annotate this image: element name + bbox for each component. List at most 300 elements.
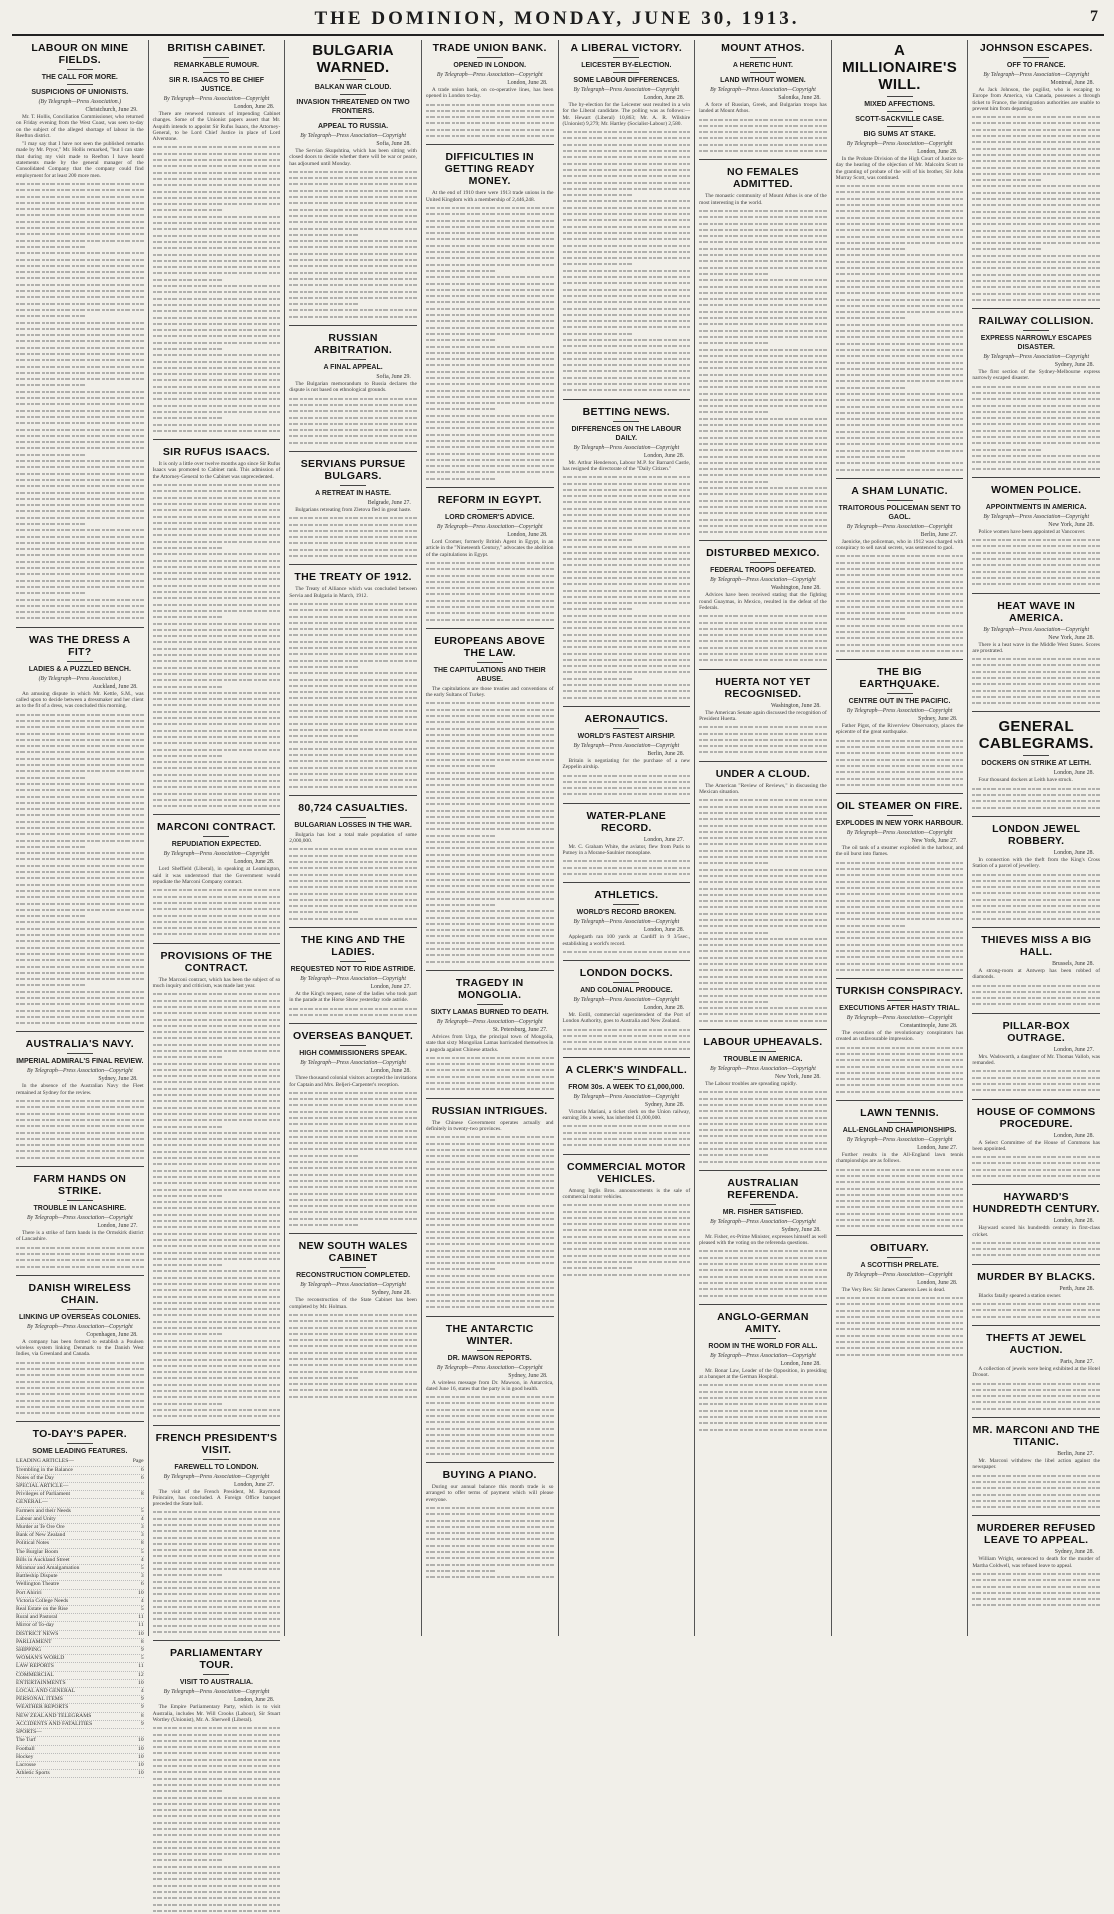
contents-row (16, 1516, 144, 1524)
article (972, 816, 1100, 922)
text-line (16, 615, 144, 621)
article-body (836, 723, 964, 788)
article-dateline: New York, June 27. (911, 838, 958, 845)
article-subheading: BIG SUMS AT STAKE. (836, 126, 964, 139)
article-headline: MURDER BY BLACKS. (977, 1270, 1096, 1283)
contents-page: 5 (140, 1655, 144, 1662)
text-line (972, 1602, 1100, 1608)
article-credit: By Telegraph—Press Association—Copyright (983, 72, 1090, 78)
column-4 (422, 40, 559, 1636)
article (153, 42, 281, 434)
article (972, 711, 1100, 810)
contents-label: Football (16, 1745, 35, 1752)
article-body (972, 1458, 1100, 1510)
text-line (972, 581, 1100, 587)
contents-label: Hockey (16, 1753, 34, 1760)
article-headline: REFORM IN EGYPT. (437, 494, 542, 507)
article-dateline: London, June 28. (1053, 770, 1094, 777)
article-dateline: Christchurch, June 29. (85, 107, 138, 113)
article (836, 478, 964, 654)
article-paragraph: A Select Committee of the House of Commons has been appointed. (972, 1139, 1100, 1152)
article-subheading: AND COLONIAL PRODUCE. (563, 982, 691, 995)
newspaper-columns (12, 40, 1104, 1777)
contents-page: 11 (138, 1622, 144, 1629)
text-line (972, 1173, 1100, 1179)
contents-page: 11 (138, 1663, 144, 1670)
contents-row (16, 1508, 144, 1516)
text-line (972, 1314, 1100, 1320)
contents-row (16, 1573, 144, 1581)
text-line (153, 1908, 281, 1914)
article-paragraph: The visit of the French President, M. Raymond Poincaire, has concluded. A Foreign Office banquet preceded the State ball. (152, 1488, 281, 1508)
article-body (699, 1368, 827, 1433)
article-credit: By Telegraph—Press Association—Copyright (163, 1689, 270, 1696)
column-3 (285, 40, 422, 1636)
article-subheading: A HERETIC HUNT. (699, 57, 827, 70)
article-subheading: DOCKERS ON STRIKE AT LEITH. (972, 755, 1100, 768)
article-headline: OVERSEAS BANQUET. (293, 1030, 414, 1043)
article-subheading: REQUESTED NOT TO RIDE ASTRIDE. (289, 961, 417, 974)
contents-page: 6 (140, 1581, 144, 1588)
article-paragraph: The execution of the revolutionary conspirators has created an unfavourable impression. (835, 1030, 964, 1043)
article (836, 42, 964, 473)
article-body (426, 190, 554, 482)
article-paragraph: The Chinese Government operates actually and definitely in twenty-two provinces. (425, 1119, 554, 1132)
text-line (426, 1451, 554, 1457)
text-line (153, 803, 281, 809)
contents-page: 10 (138, 1753, 144, 1760)
article (563, 960, 691, 1052)
contents-row (16, 1467, 144, 1475)
text-line (153, 1629, 281, 1635)
text-line (289, 314, 417, 320)
article-body (289, 381, 417, 446)
contents-row (16, 1688, 144, 1696)
text-line (563, 1142, 691, 1148)
article-body (972, 1293, 1100, 1320)
article-paragraph: Bulgaria has lost a total male population of some 2,000,000. (289, 831, 417, 845)
article-headline: TO-DAY'S PAPER. (32, 1428, 127, 1441)
article-body (16, 114, 144, 622)
article (972, 1184, 1100, 1258)
article-headline: NO FEMALES ADMITTED. (727, 166, 799, 191)
article-body (563, 102, 691, 394)
article-subheading: A RETREAT IN HASTE. (289, 485, 417, 498)
text-line (699, 529, 827, 535)
article-dateline: London, June 28. (233, 859, 275, 866)
contents-label: Political Notes (16, 1540, 50, 1547)
article-subheading: OPENED IN LONDON. (426, 57, 554, 70)
article-credit: By Telegraph—Press Association—Copyright (436, 72, 543, 78)
contents-label: SPORTS— (16, 1729, 42, 1736)
article-body (563, 1012, 691, 1052)
article-paragraph: Mr. Bonar Law, Leader of the Opposition, in presiding at a banquet at the German Hospital. (699, 1367, 827, 1381)
article-body (289, 148, 417, 320)
article-subheading: LINKING UP OVERSEAS COLONIES. (16, 1309, 144, 1322)
article (16, 627, 144, 1027)
article-paragraph: The Labour troubles are spreading rapidly. (705, 1081, 797, 1088)
article-headline: OIL STEAMER ON FIRE. (836, 800, 963, 813)
article-paragraph: The American Senate again discussed the recognition of President Huerta. (699, 709, 827, 722)
article (836, 659, 964, 788)
article-body (563, 460, 691, 701)
article-headline: MOUNT ATHOS. (721, 42, 805, 54)
article-headline: BETTING NEWS. (582, 405, 670, 418)
article-dateline: Perth, June 28. (1059, 1285, 1094, 1292)
article-paragraph: The oil tank of a steamer exploded in the harbour, and the oil burst into flames. (835, 845, 964, 858)
article-paragraph: A company has been formed to establish a Poulsen wireless system linking Denmark to the Danish West Indies, via Greenland and Canada. (16, 1338, 144, 1358)
contents-row (16, 1746, 144, 1754)
contents-label: Bank of New Zealand (16, 1532, 66, 1539)
text-line (836, 1352, 964, 1358)
contents-row (16, 1524, 144, 1532)
article-subheading: INVASION THREATENED ON TWO FRONTIERS. (289, 94, 417, 116)
article (563, 1154, 691, 1278)
article-credit: By Telegraph—Press Association—Copyright (983, 626, 1090, 633)
article (563, 1057, 691, 1149)
contents-page: 6 (140, 1474, 144, 1481)
article-headline: A CLERK'S WINDFALL. (565, 1063, 688, 1076)
contents-page: 8 (140, 1540, 144, 1547)
article-paragraph: Among Inglis Bros. announcements is the sale of commercial motor vehicles. (562, 1187, 691, 1200)
article (972, 927, 1100, 1008)
article-headline: 80,724 CASUALTIES. (298, 801, 408, 814)
contents-label: Bills in Auckland Street (16, 1556, 70, 1563)
contents-row (16, 1737, 144, 1745)
article-credit: By Telegraph—Press Association—Copyright (300, 1282, 406, 1289)
article-dateline: London, June 27. (643, 836, 685, 843)
article-headline: DANISH WIRELESS CHAIN. (28, 1281, 132, 1306)
article (972, 593, 1100, 707)
article-dateline: Sydney, June 28. (644, 1101, 685, 1108)
contents-row (16, 1713, 144, 1721)
article-body (563, 934, 691, 955)
contents-label: COMMERCIAL (16, 1671, 54, 1678)
contents-page: 10 (138, 1589, 144, 1596)
article (289, 1233, 417, 1400)
article (972, 1013, 1100, 1094)
article-dateline: London, June 28. (643, 452, 685, 459)
article-credit: By Telegraph—Press Association—Copyright (573, 919, 680, 926)
article-body (426, 1120, 554, 1311)
article-body (289, 507, 417, 559)
article-credit: By Telegraph—Press Association—Copyright (846, 830, 953, 837)
article (289, 927, 417, 1018)
article (289, 325, 417, 446)
article-paragraph: There is a strike of farm hands in the Ormskirk district of Lancashire. (16, 1230, 144, 1243)
text-line (426, 1574, 554, 1580)
contents-label: Farmers and their Needs (16, 1507, 71, 1514)
article-dateline: Sydney, June 28. (98, 1076, 138, 1083)
text-line (153, 428, 281, 434)
article-headline: A MILLIONAIRE'S WILL. (842, 42, 958, 93)
contents-row (16, 1549, 144, 1557)
article-body (699, 1081, 827, 1165)
article-headline: PARLIAMENTARY TOUR. (169, 1647, 263, 1672)
article-body (972, 777, 1100, 810)
contents-row (16, 1754, 144, 1762)
contents-row (16, 1639, 144, 1647)
article-subheading: WORLD'S RECORD BROKEN. (563, 904, 691, 917)
article-credit: By Telegraph—Press Association—Copyright (26, 1323, 133, 1330)
contents-label: Real Estate on the Rise (16, 1606, 68, 1613)
article-paragraph: Mrs. Wadsworth, a daughter of Mr. Thomas Vallob, was remanded. (972, 1053, 1100, 1067)
article-subheading: APPEAL TO RUSSIA. (289, 118, 417, 131)
article (16, 1031, 144, 1161)
text-line (563, 949, 691, 955)
article-credit: By Telegraph—Press Association—Copyright (846, 708, 953, 715)
contents-label: Victoria College Needs (16, 1597, 69, 1604)
contents-page: 6 (140, 1466, 144, 1473)
contents-label: Wellington Theatre (16, 1581, 60, 1588)
article-headline: HAYWARD'S HUNDREDTH CENTURY. (972, 1191, 1100, 1216)
article-body (16, 1339, 144, 1417)
article (153, 943, 281, 1420)
article-dateline: Sydney, June 28. (781, 1226, 821, 1233)
article-dateline: London, June 28. (1053, 1132, 1094, 1139)
contents-page: 4 (140, 1688, 144, 1695)
contents-label: Port Ahiriri (16, 1589, 42, 1596)
article (699, 159, 827, 535)
text-line (972, 1087, 1100, 1093)
article-headline: JOHNSON ESCAPES. (979, 42, 1093, 54)
article-paragraph: The Very Rev. Sir James Cameron Lees is dead. (841, 1286, 946, 1293)
article-credit: By Telegraph—Press Association—Copyright (300, 976, 406, 983)
article-body (972, 1054, 1100, 1094)
article-paragraph: Lord Sheffield (Liberal), in speaking at Leamington, said it was understood that the Government would repudiate the Marconi Company contract. (152, 866, 281, 886)
article (289, 451, 417, 559)
text-line (972, 805, 1100, 811)
article-dateline: London, June 27. (97, 1223, 138, 1230)
contents-row (16, 1680, 144, 1688)
article-body (153, 866, 281, 937)
article-paragraph: The Servian Skupshtina, which has been sitting with closed doors to decide whether there will be war or peace, has adjourned until Monday. (289, 148, 417, 167)
contents-label: NEW ZEALAND TELEGRAMS (16, 1712, 92, 1719)
contents-row (16, 1557, 144, 1565)
article-subheading: BULGARIAN LOSSES IN THE WAR. (289, 817, 417, 830)
article-headline: EUROPEANS ABOVE THE LAW. (434, 634, 546, 659)
article-dateline: Sydney, June 28. (1054, 362, 1094, 369)
article-body (289, 586, 417, 790)
article (289, 564, 417, 790)
contents-index (16, 1458, 144, 1778)
article-headline: BUYING A PIANO. (442, 1469, 537, 1482)
text-line (16, 1264, 144, 1270)
article-headline: LABOUR ON MINE FIELDS. (31, 42, 129, 66)
article-dateline: London, June 28. (233, 1697, 275, 1704)
article-credit: By Telegraph—Press Association—Copyright (710, 577, 816, 584)
article (699, 761, 827, 1024)
contents-page: 9 (140, 1704, 144, 1711)
article-paragraph: Advices from Urga, the principal town of Mongolia, state that sixty Mongolian Lamas barricaded themselves in a pagoda against Chinese attacks. (425, 1033, 554, 1053)
article-body (699, 710, 827, 756)
article-body (426, 1034, 554, 1093)
text-line (972, 466, 1100, 472)
newspaper-title: THE DOMINION, MONDAY, JUNE 30, 1913. (314, 8, 800, 29)
contents-row (16, 1458, 144, 1466)
article-credit: By Telegraph—Press Association—Copyright (846, 141, 953, 147)
masthead (0, 6, 1114, 32)
article-dateline: Belgrade, June 27. (367, 499, 411, 506)
text-line (563, 791, 691, 797)
article-dateline: Sofia, June 29. (376, 374, 411, 381)
contents-page: 5 (140, 1565, 144, 1572)
article-credit: By Telegraph—Press Association—Copyright (573, 87, 680, 93)
article-credit: By Telegraph—Press Association—Copyright (573, 1093, 680, 1100)
article (972, 308, 1100, 472)
text-line (16, 1020, 144, 1026)
article-subheading: LADIES & A PUZZLED BENCH. (16, 661, 144, 674)
article-subheading: BALKAN WAR CLOUD. (289, 79, 417, 92)
article (289, 1023, 417, 1228)
contents-page: 10 (138, 1737, 144, 1744)
article-body (16, 1458, 144, 1778)
article-credit: By Telegraph—Press Association—Copyright (300, 1060, 406, 1067)
article-dateline: London, June 28. (643, 95, 685, 101)
text-line (426, 617, 554, 623)
contents-label: ACCIDENTS AND FATALITIES (16, 1720, 93, 1727)
article-subheading: FROM 30s. A WEEK TO £1,000,000. (563, 1079, 691, 1092)
article-paragraph: The Empire Parliamentary Party, which is to visit Australia, includes Mr. Will Crooks (Labour), Sir Stuart Wortley (Unionist), Mr. A. Sherwell (Liberal). (152, 1704, 281, 1723)
contents-row (16, 1491, 144, 1499)
article-body (16, 1230, 144, 1270)
article-headline: MR. MARCONI AND THE TITANIC. (972, 1424, 1100, 1449)
article-body (836, 156, 964, 473)
article-headline: THE ANTARCTIC WINTER. (445, 1322, 534, 1347)
article-headline: ATHLETICS. (594, 889, 659, 902)
article-subheading: LAND WITHOUT WOMEN. (699, 72, 827, 85)
article-subheading: SOME LEADING FEATURES. (16, 1443, 144, 1456)
text-line (563, 695, 691, 701)
article-dateline: Constantinople, June 28. (900, 1023, 958, 1030)
article-headline: PROVISIONS OF THE CONTRACT. (160, 949, 273, 974)
article-paragraph: In connection with the theft from the King's Cross Station of a parcel of jewellery. (972, 856, 1100, 870)
article-body (836, 1287, 964, 1358)
article-headline: AUSTRALIAN REFERENDA. (727, 1176, 799, 1201)
article-subheading: APPOINTMENTS IN AMERICA. (972, 499, 1100, 512)
article-dateline: London, June 27. (1053, 1046, 1094, 1053)
article-paragraph: During our annual balance this month trade is so arranged to offer terms of payment which will please everyone. (425, 1484, 554, 1503)
text-line (153, 931, 281, 937)
article-body (563, 844, 691, 877)
article (699, 1029, 827, 1165)
article-paragraph: A trade union bank, on co-operative lines, has been opened in London to-day. (425, 87, 554, 100)
article-dateline: London, June 28. (1053, 1218, 1094, 1225)
article (972, 1099, 1100, 1180)
article (153, 814, 281, 937)
article-headline: OBITUARY. (870, 1241, 930, 1254)
article-paragraph: In the Probate Division of the High Court of Justice to-day the hearing of the objection of Mr. Malcolm Scott to the granting of probate of the will of his brother, Sir John Murray Scott, was continued. (835, 156, 964, 181)
article-dateline: Sydney, June 28. (918, 716, 958, 723)
contents-page: 10 (138, 1679, 144, 1686)
article-headline: FRENCH PRESIDENT'S VISIT. (155, 1431, 278, 1456)
article-subheading: ROOM IN THE WORLD FOR ALL. (699, 1338, 827, 1351)
article-headline: NEW SOUTH WALES CABINET (298, 1240, 408, 1265)
text-line (972, 297, 1100, 303)
article-paragraph: An amusing dispute in which Mr. Kettle, S.M., was called upon to decide between a dressmaker and her client as to the fit of a dress, was concluded this morning. (16, 690, 144, 710)
article-dateline: London, June 28. (233, 104, 275, 110)
article-paragraph: Britain is negotiating for the purchase of a new Zeppelin airship. (562, 757, 691, 771)
article-subheading: MIXED AFFECTIONS. (836, 96, 964, 109)
article-dateline: London, June 28. (780, 1360, 821, 1367)
article-body (563, 758, 691, 798)
column-8 (968, 40, 1104, 1636)
article-headline: RUSSIAN INTRIGUES. (431, 1104, 548, 1117)
contents-label: The Burglar Boom (16, 1548, 59, 1555)
contents-row (16, 1622, 144, 1630)
article-paragraph: "I may say that I have not seen the published remarks made by Mr. Pryor," Mr. Hollis remarked, "but I can state that during my visit made to Reefton I have heard statements made by the general manager of the Consolidated Company that the company could find employment for at least 200 more men. (16, 141, 144, 179)
masthead-rule (12, 34, 1104, 36)
article-paragraph: The Treaty of Alliance which was concluded between Servia and Bulgaria in March, 1912. (289, 586, 417, 599)
article-paragraph: Mr. Marconi withdrew the libel action against the newspaper. (972, 1458, 1100, 1471)
contents-row (16, 1590, 144, 1598)
contents-page: 4 (140, 1597, 144, 1604)
article-paragraph: At the King's request, none of the ladies who took part in the parade at the Horse Show yesterday rode astride. (289, 991, 417, 1004)
article-paragraph: Three thousand colonial visitors accepted the invitations for Captain and Mrs. Beljeri-Carpenter's reception. (289, 1075, 417, 1088)
article-headline: THE TREATY OF 1912. (294, 571, 412, 584)
contents-row (16, 1499, 144, 1507)
article-body (289, 991, 417, 1018)
contents-label: PERSONAL ITEMS (16, 1696, 63, 1703)
column-7 (832, 40, 969, 1636)
article (836, 1100, 964, 1230)
article (836, 978, 964, 1095)
article (836, 793, 964, 973)
text-line (836, 648, 964, 654)
article-body (972, 642, 1100, 707)
contents-row (16, 1475, 144, 1483)
article-body (426, 686, 554, 965)
article-credit: By Telegraph—Press Association—Copyright (573, 742, 680, 749)
article-body (153, 111, 281, 434)
contents-label: GENERAL— (16, 1499, 48, 1506)
article-paragraph: Advices have been received stating that the fighting round Guaymas, in Mexico, resulted in the defeat of the Federals. (699, 592, 827, 611)
article-subheading: A FINAL APPEAL. (289, 359, 417, 372)
article-paragraph: Victoria Mariani, a ticket clerk on the Union railway, earning 30s a week, has inherited £1,000,000. (562, 1108, 691, 1122)
article (699, 42, 827, 154)
article (16, 1275, 144, 1417)
article-headline: THE BIG EARTHQUAKE. (859, 666, 940, 691)
article-dateline: New York, June 28. (1048, 521, 1094, 528)
contents-page: 5 (140, 1606, 144, 1613)
article-headline: BULGARIA WARNED. (312, 42, 394, 76)
article-headline: HUERTA NOT YET RECOGNISED. (715, 675, 811, 700)
contents-row (16, 1540, 144, 1548)
article-paragraph: Four thousand dockers at Leith have struck. (978, 777, 1073, 784)
text-line (563, 1046, 691, 1052)
contents-row (16, 1606, 144, 1614)
article-dateline: London, June 28. (643, 927, 685, 934)
article-paragraph: There are renewed rumours of impending Cabinet changes. Some of the Unionist papers assert that Mr. Asquith intends to appoint Sir Rufus Isaacs, the Attorney-General, to be Lord Chief Justice in place of Lord Alverstone. (152, 111, 281, 143)
article-dateline: London, June 28. (643, 1005, 685, 1012)
contents-label: WOMAN'S WORLD (16, 1655, 65, 1662)
article (153, 1425, 281, 1636)
article-dateline: London, June 27. (917, 1145, 958, 1152)
article-body (153, 461, 281, 809)
contents-page: 9 (140, 1720, 144, 1727)
article-dateline: Copenhagen, June 28. (86, 1331, 138, 1338)
contents-page: 10 (138, 1770, 144, 1777)
article-subheading: CENTRE OUT IN THE PACIFIC. (836, 693, 964, 706)
article-headline: TURKISH CONSPIRACY. (836, 985, 964, 998)
column-1 (12, 40, 149, 1777)
article-headline: FARM HANDS ON STRIKE. (33, 1173, 127, 1198)
article-subheading: REMARKABLE RUMOUR. (153, 57, 281, 70)
article-credit: (By Telegraph—Press Association.) (38, 675, 121, 682)
article-dateline: Sydney, June 28. (1054, 1549, 1094, 1556)
column-5 (559, 40, 696, 1636)
article-headline: DISTURBED MEXICO. (706, 547, 820, 560)
